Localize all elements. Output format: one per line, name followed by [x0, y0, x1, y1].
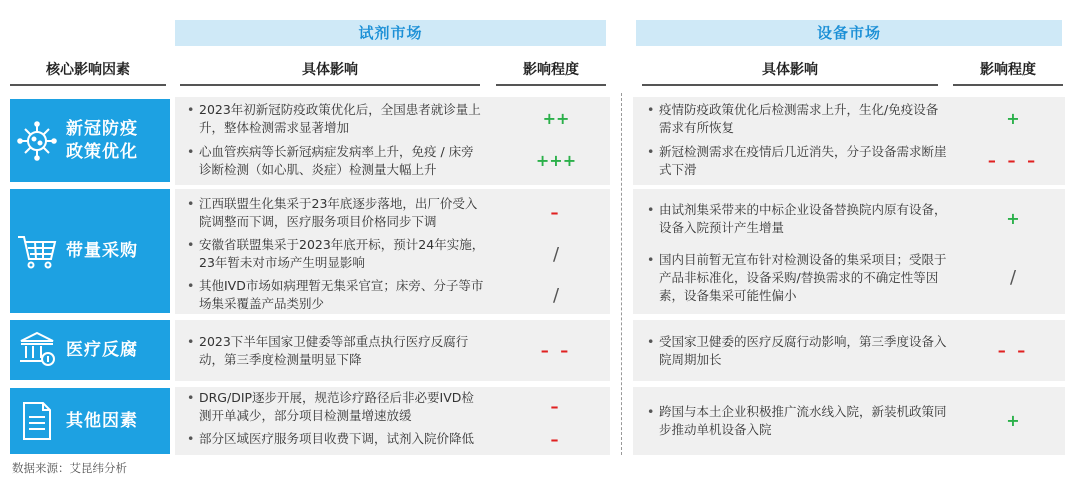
market-separator — [621, 93, 622, 455]
list-item: • 疫情防疫政策优化后检测需求上升，生化/免疫设备需求有所恢复 — [645, 101, 950, 137]
list-item: • 安徽省联盟集采于2023年底开标，预计24年实施，23年暂未对市场产生明显影响 — [185, 236, 485, 272]
reagent-impact-column-header: 具体影响 — [180, 58, 480, 86]
list-item: • 跨国与本土企业积极推广流水线入院，新装机政策同步推动单机设备入院 — [645, 403, 950, 439]
factor-anti-corruption — [10, 320, 170, 380]
list-item: • 2023下半年国家卫健委等部重点执行医疗反腐行动，第三季度检测量明显下降 — [185, 333, 485, 369]
impact-degree: – — [550, 397, 562, 416]
list-item: • 受国家卫健委的医疗反腐行动影响，第三季度设备入院周期加长 — [645, 333, 950, 369]
factor-label: 带量采购 — [66, 240, 138, 261]
list-item: • 江西联盟生化集采于23年底逐步落地，出厂价受入院调整而下调，医疗服务项目价格同步下调 — [185, 195, 485, 231]
factor-label: 新冠防疫 政策优化 — [66, 118, 138, 162]
factor-covid-policy — [10, 99, 170, 182]
impact-degree: + — [1006, 209, 1020, 228]
impact-degree: – – — [540, 341, 572, 360]
impact-degree: + — [1006, 411, 1020, 430]
equipment-degree-column-header: 影响程度 — [953, 58, 1063, 86]
impact-degree: – – — [997, 341, 1029, 360]
factor-column-header: 核心影响因素 — [10, 58, 166, 86]
bank-icon — [16, 329, 58, 371]
reagent-market-header: 试剂市场 — [175, 20, 606, 46]
document-icon — [16, 400, 58, 442]
list-item: • DRG/DIP逐步开展，规范诊疗路径后非必要IVD检测开单减少，部分项目检测量增速放缓 — [185, 389, 485, 425]
impact-degree: + — [1006, 109, 1020, 128]
list-item: • 新冠检测需求在疫情后几近消失，分子设备需求断崖式下滑 — [645, 143, 950, 179]
list-item: • 由试剂集采带来的中标企业设备替换院内原有设备，设备入院预计产生增量 — [645, 201, 950, 237]
factor-label: 其他因素 — [66, 410, 138, 431]
impact-degree: – — [550, 430, 562, 449]
impact-degree: / — [552, 244, 560, 265]
impact-degree: ++ — [542, 109, 570, 128]
factor-other — [10, 388, 170, 454]
equipment-impact-column-header: 具体影响 — [642, 58, 938, 86]
reagent-degree-column-header: 影响程度 — [496, 58, 606, 86]
list-item: • 国内目前暂无宣布针对检测设备的集采项目；受限于产品非标准化，设备采购/替换需求的不确定性等因素，设备集采可能性偏小 — [645, 251, 950, 305]
impact-degree: +++ — [535, 151, 577, 170]
factor-label: 医疗反腐 — [66, 339, 138, 360]
list-item: • 部分区域医疗服务项目收费下调，试剂入院价降低 — [185, 430, 485, 448]
list-item: • 2023年初新冠防疫政策优化后，全国患者就诊量上升，整体检测需求显著增加 — [185, 101, 485, 137]
factor-volume-procurement — [10, 189, 170, 313]
shopping-cart-icon — [16, 230, 58, 272]
list-item: • 其他IVD市场如病理暂无集采官宣；床旁、分子等市场集采覆盖产品类别少 — [185, 277, 485, 313]
source-note: 数据来源：艾昆纬分析 — [12, 461, 127, 475]
equipment-market-header: 设备市场 — [636, 20, 1062, 46]
impact-degree: / — [552, 285, 560, 306]
virus-icon — [16, 120, 58, 162]
impact-degree: – – – — [987, 151, 1039, 170]
impact-degree: – — [550, 203, 562, 222]
impact-degree: / — [1009, 267, 1017, 288]
list-item: • 心血管疾病等长新冠病症发病率上升，免疫 / 床旁诊断检测（如心肌、炎症）检测量大幅上升 — [185, 143, 485, 179]
